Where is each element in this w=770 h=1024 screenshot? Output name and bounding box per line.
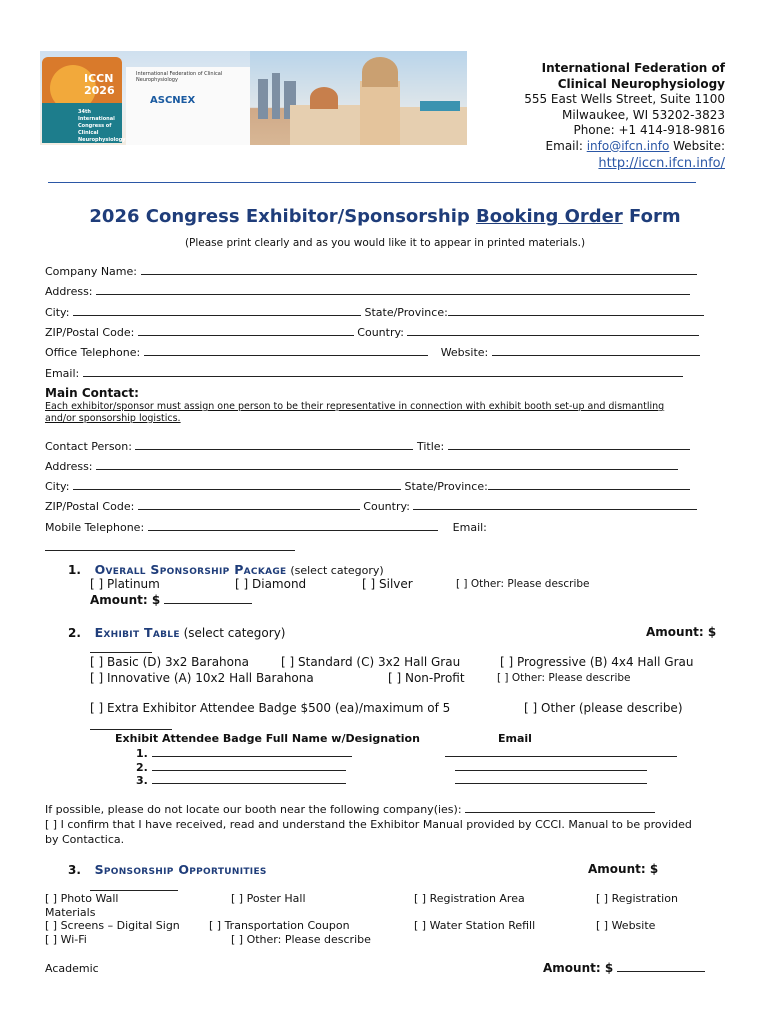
standard-table-option[interactable]: [ ] Standard (C) 3x2 Hall Grau bbox=[281, 655, 461, 669]
section1-select: (select category) bbox=[290, 564, 384, 577]
company-name-field[interactable] bbox=[141, 264, 697, 275]
org-email-link[interactable]: info@ifcn.info bbox=[586, 138, 670, 153]
company-name-row bbox=[45, 264, 697, 278]
booth-location-label: If possible, please do not locate our booth near the following company(ies): bbox=[45, 803, 462, 816]
photo-wall-option[interactable]: [ ] Photo Wall bbox=[45, 892, 119, 905]
company-address-row bbox=[45, 284, 690, 298]
company-address-label: Address: bbox=[45, 285, 93, 298]
manual-confirm-checkbox[interactable]: [ ] I confirm that I have received, read and understand the Exhibitor Manual provided by CCCI. Manual to be provided bbox=[45, 818, 692, 831]
badge-row-2: 2. bbox=[136, 760, 346, 774]
nonprofit-table-option[interactable]: [ ] Non-Profit bbox=[388, 671, 465, 685]
contact-address-row bbox=[45, 459, 678, 473]
badge-name-column: Exhibit Attendee Badge Full Name w/Designation bbox=[115, 732, 420, 745]
badge-email-column: Email bbox=[498, 732, 532, 745]
org-name-line2: Clinical Neurophysiology bbox=[557, 76, 725, 91]
contact-email-label: Email: bbox=[452, 521, 487, 534]
company-address-field[interactable] bbox=[96, 284, 690, 295]
badge-row-3: 3. bbox=[136, 773, 346, 787]
transportation-coupon-option[interactable]: [ ] Transportation Coupon bbox=[209, 919, 350, 932]
website-option[interactable]: [ ] Website bbox=[596, 919, 656, 932]
congress-banner bbox=[40, 51, 467, 145]
city-photo bbox=[250, 51, 467, 145]
partner-logos bbox=[126, 67, 250, 145]
section2-amount: Amount: $ bbox=[646, 625, 717, 639]
company-city-field[interactable] bbox=[73, 305, 361, 316]
section3-number: 3. bbox=[68, 863, 81, 877]
contact-email-field-row bbox=[45, 540, 295, 554]
badge-name-3-field[interactable] bbox=[152, 773, 346, 784]
company-zip-field[interactable] bbox=[138, 325, 354, 336]
form-title: 2026 Congress Exhibitor/Sponsorship Booking Order Form bbox=[89, 206, 681, 227]
main-contact-note-2: and/or sponsorship logistics. bbox=[45, 413, 181, 424]
basic-table-option[interactable]: [ ] Basic (D) 3x2 Barahona bbox=[90, 655, 249, 669]
contact-country-label: Country: bbox=[363, 500, 410, 513]
platinum-option[interactable]: [ ] Platinum bbox=[90, 577, 160, 591]
contact-zip-label: ZIP/Postal Code: bbox=[45, 500, 135, 513]
contact-state-label: State/Province: bbox=[404, 480, 488, 493]
diamond-option[interactable]: [ ] Diamond bbox=[235, 577, 307, 591]
section1-title: Overall Sponsorship Package bbox=[94, 562, 287, 577]
contact-title-field[interactable] bbox=[448, 439, 690, 450]
org-email-label: Email: bbox=[545, 138, 587, 153]
contact-address-label: Address: bbox=[45, 460, 93, 473]
section1-amount: Amount: $ bbox=[90, 593, 252, 607]
mobile-phone-label: Mobile Telephone: bbox=[45, 521, 145, 534]
company-zip-label: ZIP/Postal Code: bbox=[45, 326, 135, 339]
section3-title: Sponsorship Opportunities bbox=[94, 862, 267, 877]
contact-person-row bbox=[45, 439, 690, 453]
other-sponsorship-option[interactable]: [ ] Other: Please describe bbox=[231, 933, 371, 946]
section3-amount: Amount: $ bbox=[588, 862, 659, 876]
office-phone-field[interactable] bbox=[144, 345, 428, 356]
contact-city-field[interactable] bbox=[73, 479, 401, 490]
registration-area-option[interactable]: [ ] Registration Area bbox=[414, 892, 525, 905]
booth-location-row bbox=[45, 802, 655, 816]
contact-zip-row bbox=[45, 499, 697, 513]
section2-number: 2. bbox=[68, 626, 81, 640]
section2-heading bbox=[68, 625, 285, 640]
badge-other-option[interactable]: [ ] Other (please describe) bbox=[524, 701, 683, 715]
section1-amount-field[interactable] bbox=[164, 593, 252, 604]
contact-person-field[interactable] bbox=[135, 439, 413, 450]
ifcn-logo: International Federation of Clinical Neurophysiology bbox=[136, 71, 223, 83]
title-underlined: Booking Order bbox=[476, 206, 623, 227]
poster-hall-option[interactable]: [ ] Poster Hall bbox=[231, 892, 306, 905]
section1-heading bbox=[68, 562, 384, 577]
contact-person-label: Contact Person: bbox=[45, 440, 132, 453]
company-city-label: City: bbox=[45, 306, 70, 319]
org-website-label: Website: bbox=[669, 138, 725, 153]
badge-row-1: 1. bbox=[136, 746, 352, 760]
contact-address-field[interactable] bbox=[96, 459, 678, 470]
company-email-row bbox=[45, 366, 683, 380]
badge-email-2-field[interactable] bbox=[455, 760, 647, 774]
banner-iccn: ICCN 2026 bbox=[84, 72, 115, 97]
registration-materials-option[interactable]: [ ] Registration bbox=[596, 892, 678, 905]
section1-number: 1. bbox=[68, 563, 81, 577]
company-state-label: State/Province: bbox=[364, 306, 448, 319]
contact-city-row bbox=[45, 479, 690, 493]
badge-name-1-field[interactable] bbox=[152, 746, 352, 757]
org-name-line1: International Federation of bbox=[541, 61, 725, 75]
org-city: Milwaukee, WI 53202-3823 bbox=[562, 107, 725, 122]
header-divider bbox=[48, 182, 696, 183]
company-website-label: Website: bbox=[440, 346, 489, 359]
academic-label: Academic bbox=[45, 962, 99, 975]
screens-digital-sign-option[interactable]: [ ] Screens – Digital Sign bbox=[45, 919, 180, 932]
form-subtitle: (Please print clearly and as you would like it to appear in printed materials.) bbox=[184, 237, 586, 249]
office-phone-label: Office Telephone: bbox=[45, 346, 141, 359]
other-package-option[interactable]: [ ] Other: Please describe bbox=[456, 578, 590, 590]
academic-amount: Amount: $ bbox=[543, 961, 705, 975]
company-city-row bbox=[45, 305, 704, 319]
extra-badge-option[interactable]: [ ] Extra Exhibitor Attendee Badge $500 (ea)/maximum of 5 bbox=[90, 701, 451, 715]
company-email-field[interactable] bbox=[83, 366, 683, 377]
contact-email-field[interactable] bbox=[45, 540, 295, 551]
org-street: 555 East Wells Street, Suite 1100 bbox=[524, 92, 725, 106]
mobile-phone-field[interactable] bbox=[148, 520, 438, 531]
water-station-option[interactable]: [ ] Water Station Refill bbox=[414, 919, 536, 932]
company-phone-row bbox=[45, 345, 700, 359]
contact-title-label: Title: bbox=[416, 440, 445, 453]
registration-materials-continued: Materials bbox=[45, 906, 96, 919]
company-website-field[interactable] bbox=[492, 345, 700, 356]
silver-option[interactable]: [ ] Silver bbox=[362, 577, 413, 591]
banner-congress-text: 34th International Congress of Clinical Neurophysiology bbox=[78, 109, 126, 143]
badge-email-1-field[interactable] bbox=[445, 746, 677, 760]
progressive-table-option[interactable]: [ ] Progressive (B) 4x4 Hall Grau bbox=[500, 655, 694, 669]
contact-city-label: City: bbox=[45, 480, 70, 493]
company-email-label: Email: bbox=[45, 367, 80, 380]
ascnex-logo: ASCNEX bbox=[150, 95, 196, 106]
company-country-label: Country: bbox=[357, 326, 404, 339]
section3-heading bbox=[68, 862, 267, 877]
contact-country-field[interactable] bbox=[413, 499, 697, 510]
academic-amount-field[interactable] bbox=[617, 961, 705, 972]
badge-amount-field[interactable] bbox=[90, 719, 172, 733]
manual-confirm-continued: by Contactica. bbox=[45, 833, 125, 846]
main-contact-heading: Main Contact: bbox=[45, 386, 139, 400]
contact-state-field[interactable] bbox=[488, 479, 690, 490]
other-table-option[interactable]: [ ] Other: Please describe bbox=[497, 672, 631, 684]
section2-amount-field[interactable] bbox=[90, 642, 152, 656]
company-state-field[interactable] bbox=[448, 305, 704, 316]
wifi-option[interactable]: [ ] Wi-Fi bbox=[45, 933, 87, 946]
company-name-label: Company Name: bbox=[45, 265, 137, 278]
org-phone: Phone: +1 414-918-9816 bbox=[573, 123, 725, 137]
badge-name-2-field[interactable] bbox=[152, 760, 346, 771]
contact-zip-field[interactable] bbox=[138, 499, 360, 510]
badge-email-3-field[interactable] bbox=[455, 773, 647, 787]
innovative-table-option[interactable]: [ ] Innovative (A) 10x2 Hall Barahona bbox=[90, 671, 314, 685]
booth-location-field[interactable] bbox=[465, 802, 655, 813]
organization-address bbox=[524, 61, 725, 172]
contact-mobile-row bbox=[45, 520, 487, 534]
company-country-field[interactable] bbox=[407, 325, 699, 336]
company-zip-row bbox=[45, 325, 699, 339]
org-website-link[interactable]: http://iccn.ifcn.info/ bbox=[598, 156, 725, 171]
section2-select: (select category) bbox=[183, 626, 286, 640]
main-contact-note-1: Each exhibitor/sponsor must assign one person to be their representative in connection with exhibit booth set-up and dismantling bbox=[45, 401, 665, 412]
section2-title: Exhibit Table bbox=[94, 625, 180, 640]
